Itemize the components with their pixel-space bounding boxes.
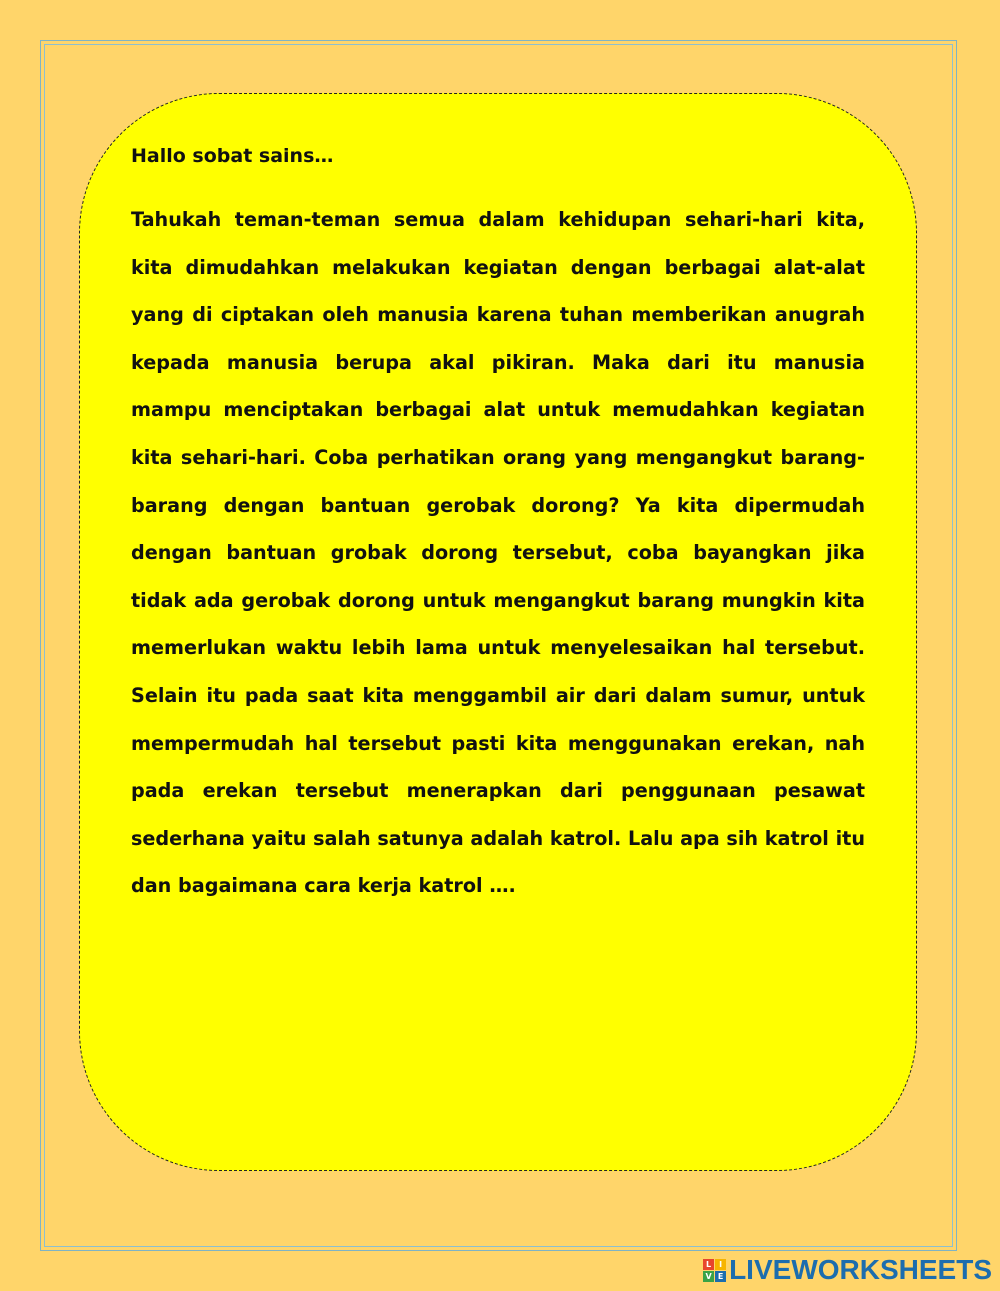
logo-letter-e: E — [715, 1271, 726, 1282]
logo-wordmark: LIVEWORKSHEETS — [729, 1254, 992, 1285]
logo-letter-l: L — [703, 1259, 714, 1270]
body-paragraph: Tahukah teman-teman semua dalam kehidupan sehari-hari kita, kita dimudahkan melakukan kegiatan dengan berbagai alat-alat yang di ciptakan oleh manusia karena tuhan memberikan anugrah kepada manusia berupa akal pikiran. Maka dari itu manusia mampu menciptakan berbagai alat untuk memudahkan kegiatan kita sehari-hari. Coba perhatikan orang yang mengangkut barang-barang dengan bantuan gerobak dorong? Ya kita dipermudah dengan bantuan grobak dorong tersebut, coba bayangkan jika tidak ada gerobak dorong untuk mengangkut barang mungkin kita memerlukan waktu lebih lama untuk menyelesaikan hal tersebut. Selain itu pada saat kita menggambil air dari dalam sumur, untuk mempermudah hal tersebut pasti kita menggunakan erekan, nah pada erekan tersebut menerapkan dari penggunaan pesawat sederhana yaitu salah satunya adalah katrol. Lalu apa sih katrol itu dan bagaimana cara kerja katrol …. — [131, 208, 865, 898]
logo-letter-i: I — [715, 1259, 726, 1270]
liveworksheets-logo-icon — [703, 1259, 726, 1282]
logo-letter-v: V — [703, 1271, 714, 1282]
liveworksheets-logo[interactable] — [703, 1255, 992, 1285]
greeting-text: Hallo sobat sains… — [131, 145, 334, 167]
